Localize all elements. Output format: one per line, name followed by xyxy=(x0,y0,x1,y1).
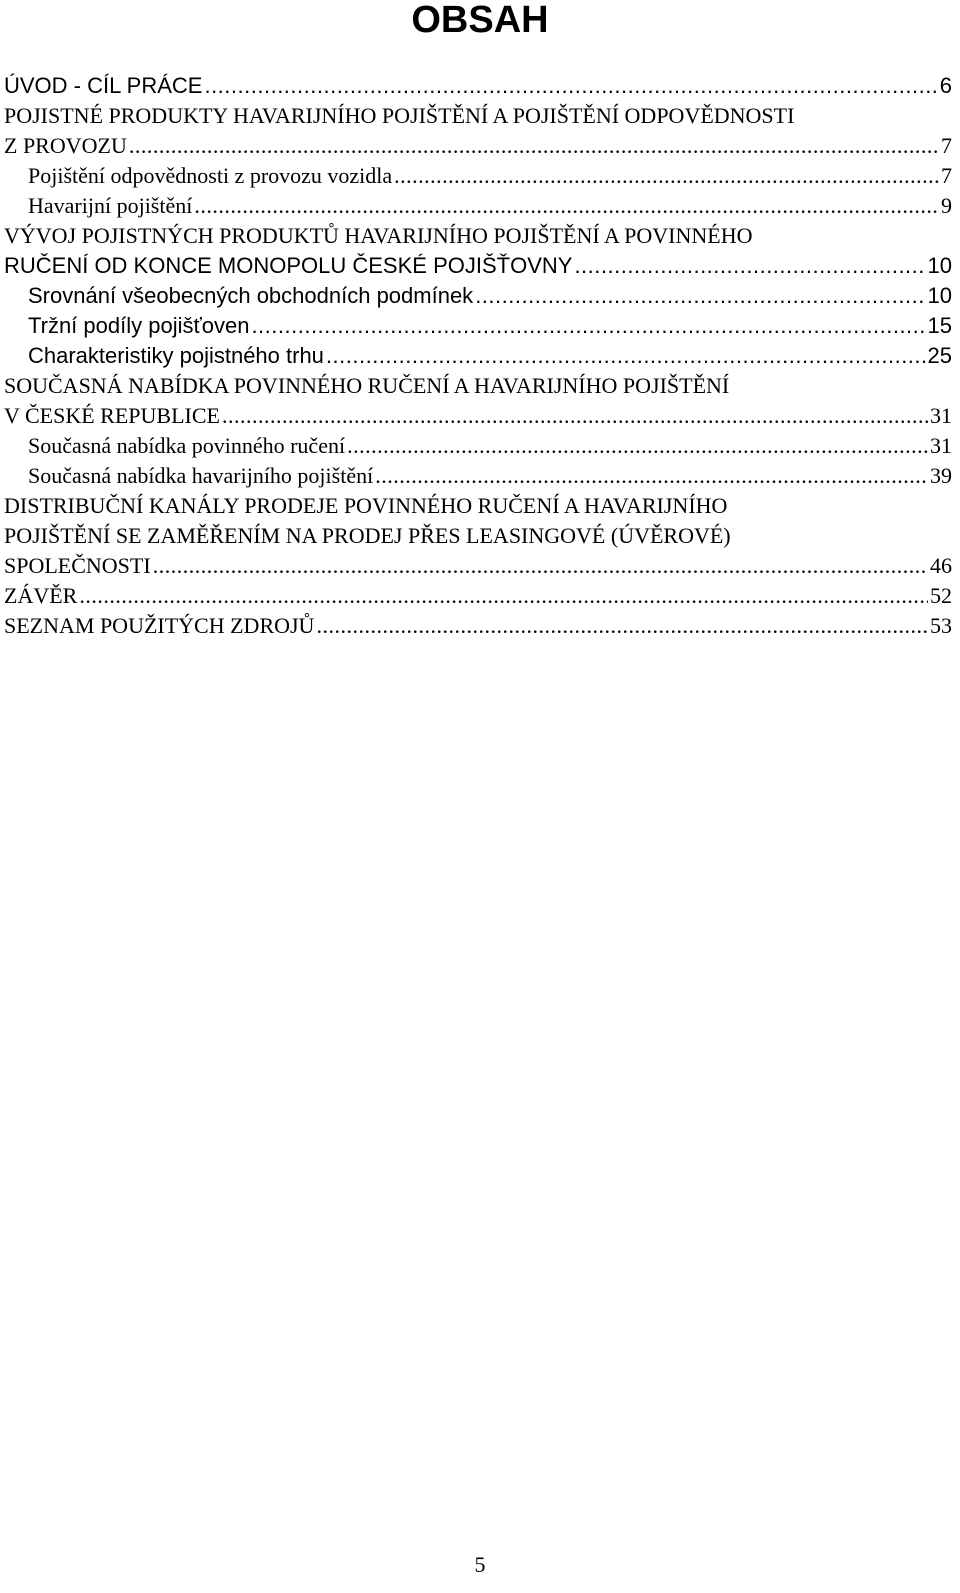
toc-entry-title: DISTRIBUČNÍ KANÁLY PRODEJE POVINNÉHO RUČENÍ A HAVARIJNÍHO xyxy=(4,493,728,518)
toc-entry-page: 46 xyxy=(930,553,952,578)
toc-dot-leader xyxy=(251,311,925,341)
toc-entry[interactable] xyxy=(4,311,952,341)
toc-entry-page: 6 xyxy=(939,73,952,98)
toc-entry-page: 9 xyxy=(941,193,952,218)
toc-entry-page: 7 xyxy=(941,133,952,158)
toc-entry-title: POJISTNÉ PRODUKTY HAVARIJNÍHO POJIŠTĚNÍ A POJIŠTĚNÍ ODPOVĚDNOSTI xyxy=(4,103,795,128)
toc-dot-leader xyxy=(347,431,928,461)
toc-dot-leader xyxy=(326,341,926,371)
toc-entry-title: Z PROVOZU xyxy=(4,133,127,158)
toc-entry-title: Havarijní pojištění xyxy=(28,193,193,218)
toc-dot-leader xyxy=(79,581,928,611)
toc-entry[interactable] xyxy=(4,521,952,551)
toc-entry[interactable] xyxy=(4,461,952,491)
page-title: OBSAH xyxy=(411,0,549,41)
toc-entry-title: SOUČASNÁ NABÍDKA POVINNÉHO RUČENÍ A HAVARIJNÍHO POJIŠTĚNÍ xyxy=(4,373,730,398)
toc-entry-title: Pojištění odpovědnosti z provozu vozidla xyxy=(28,163,393,188)
toc-entry[interactable] xyxy=(4,191,952,221)
toc-dot-leader xyxy=(394,161,939,191)
toc-entry-page: 7 xyxy=(941,163,952,188)
toc-entry-page: 25 xyxy=(927,343,952,368)
toc-entry[interactable] xyxy=(4,131,952,161)
toc-entry-page: 52 xyxy=(930,583,952,608)
toc-entry-title: ÚVOD - CÍL PRÁCE xyxy=(4,73,203,98)
toc-entry[interactable] xyxy=(4,581,952,611)
page-number: 5 xyxy=(474,1552,486,1577)
toc-entry[interactable] xyxy=(4,161,952,191)
toc-entry[interactable] xyxy=(4,251,952,281)
toc-entry-title: V ČESKÉ REPUBLICE xyxy=(4,403,220,428)
toc-entry-title: Současná nabídka havarijního pojištění xyxy=(28,463,374,488)
toc-entry-title: RUČENÍ OD KONCE MONOPOLU ČESKÉ POJIŠŤOVNY xyxy=(4,253,573,278)
toc-dot-leader xyxy=(375,461,928,491)
toc-dot-leader xyxy=(153,551,928,581)
toc-entry-page: 31 xyxy=(930,403,952,428)
toc-entry-page: 53 xyxy=(930,613,952,638)
table-of-contents xyxy=(4,71,952,641)
toc-entry-title: VÝVOJ POJISTNÝCH PRODUKTŮ HAVARIJNÍHO POJIŠTĚNÍ A POVINNÉHO xyxy=(4,223,753,248)
toc-entry-page: 10 xyxy=(927,253,952,278)
toc-entry-page: 31 xyxy=(930,433,952,458)
toc-dot-leader xyxy=(129,131,939,161)
toc-dot-leader xyxy=(475,281,925,311)
toc-entry-title: ZÁVĚR xyxy=(4,583,78,608)
toc-entry-title: Tržní podíly pojišťoven xyxy=(28,313,250,338)
toc-entry[interactable] xyxy=(4,71,952,101)
toc-entry[interactable] xyxy=(4,221,952,251)
toc-entry-title: SPOLEČNOSTI xyxy=(4,553,151,578)
toc-entry-title: POJIŠTĚNÍ SE ZAMĚŘENÍM NA PRODEJ PŘES LEASINGOVÉ (ÚVĚROVÉ) xyxy=(4,523,731,548)
toc-entry[interactable] xyxy=(4,281,952,311)
toc-entry-title: Charakteristiky pojistného trhu xyxy=(28,343,324,368)
toc-entry[interactable] xyxy=(4,611,952,641)
toc-dot-leader xyxy=(204,71,937,101)
toc-entry-page: 15 xyxy=(927,313,952,338)
toc-entry[interactable] xyxy=(4,101,952,131)
toc-entry-title: Srovnání všeobecných obchodních podmínek xyxy=(28,283,474,308)
toc-entry-title: Současná nabídka povinného ručení xyxy=(28,433,346,458)
toc-dot-leader xyxy=(194,191,939,221)
toc-entry-title: SEZNAM POUŽITÝCH ZDROJŮ xyxy=(4,613,315,638)
toc-entry[interactable] xyxy=(4,371,952,401)
toc-entry-page: 39 xyxy=(930,463,952,488)
toc-dot-leader xyxy=(222,401,928,431)
toc-entry[interactable] xyxy=(4,491,952,521)
toc-entry[interactable] xyxy=(4,401,952,431)
toc-dot-leader xyxy=(316,611,928,641)
toc-entry[interactable] xyxy=(4,431,952,461)
toc-entry-page: 10 xyxy=(927,283,952,308)
toc-entry[interactable] xyxy=(4,551,952,581)
toc-dot-leader xyxy=(574,251,925,281)
toc-entry[interactable] xyxy=(4,341,952,371)
